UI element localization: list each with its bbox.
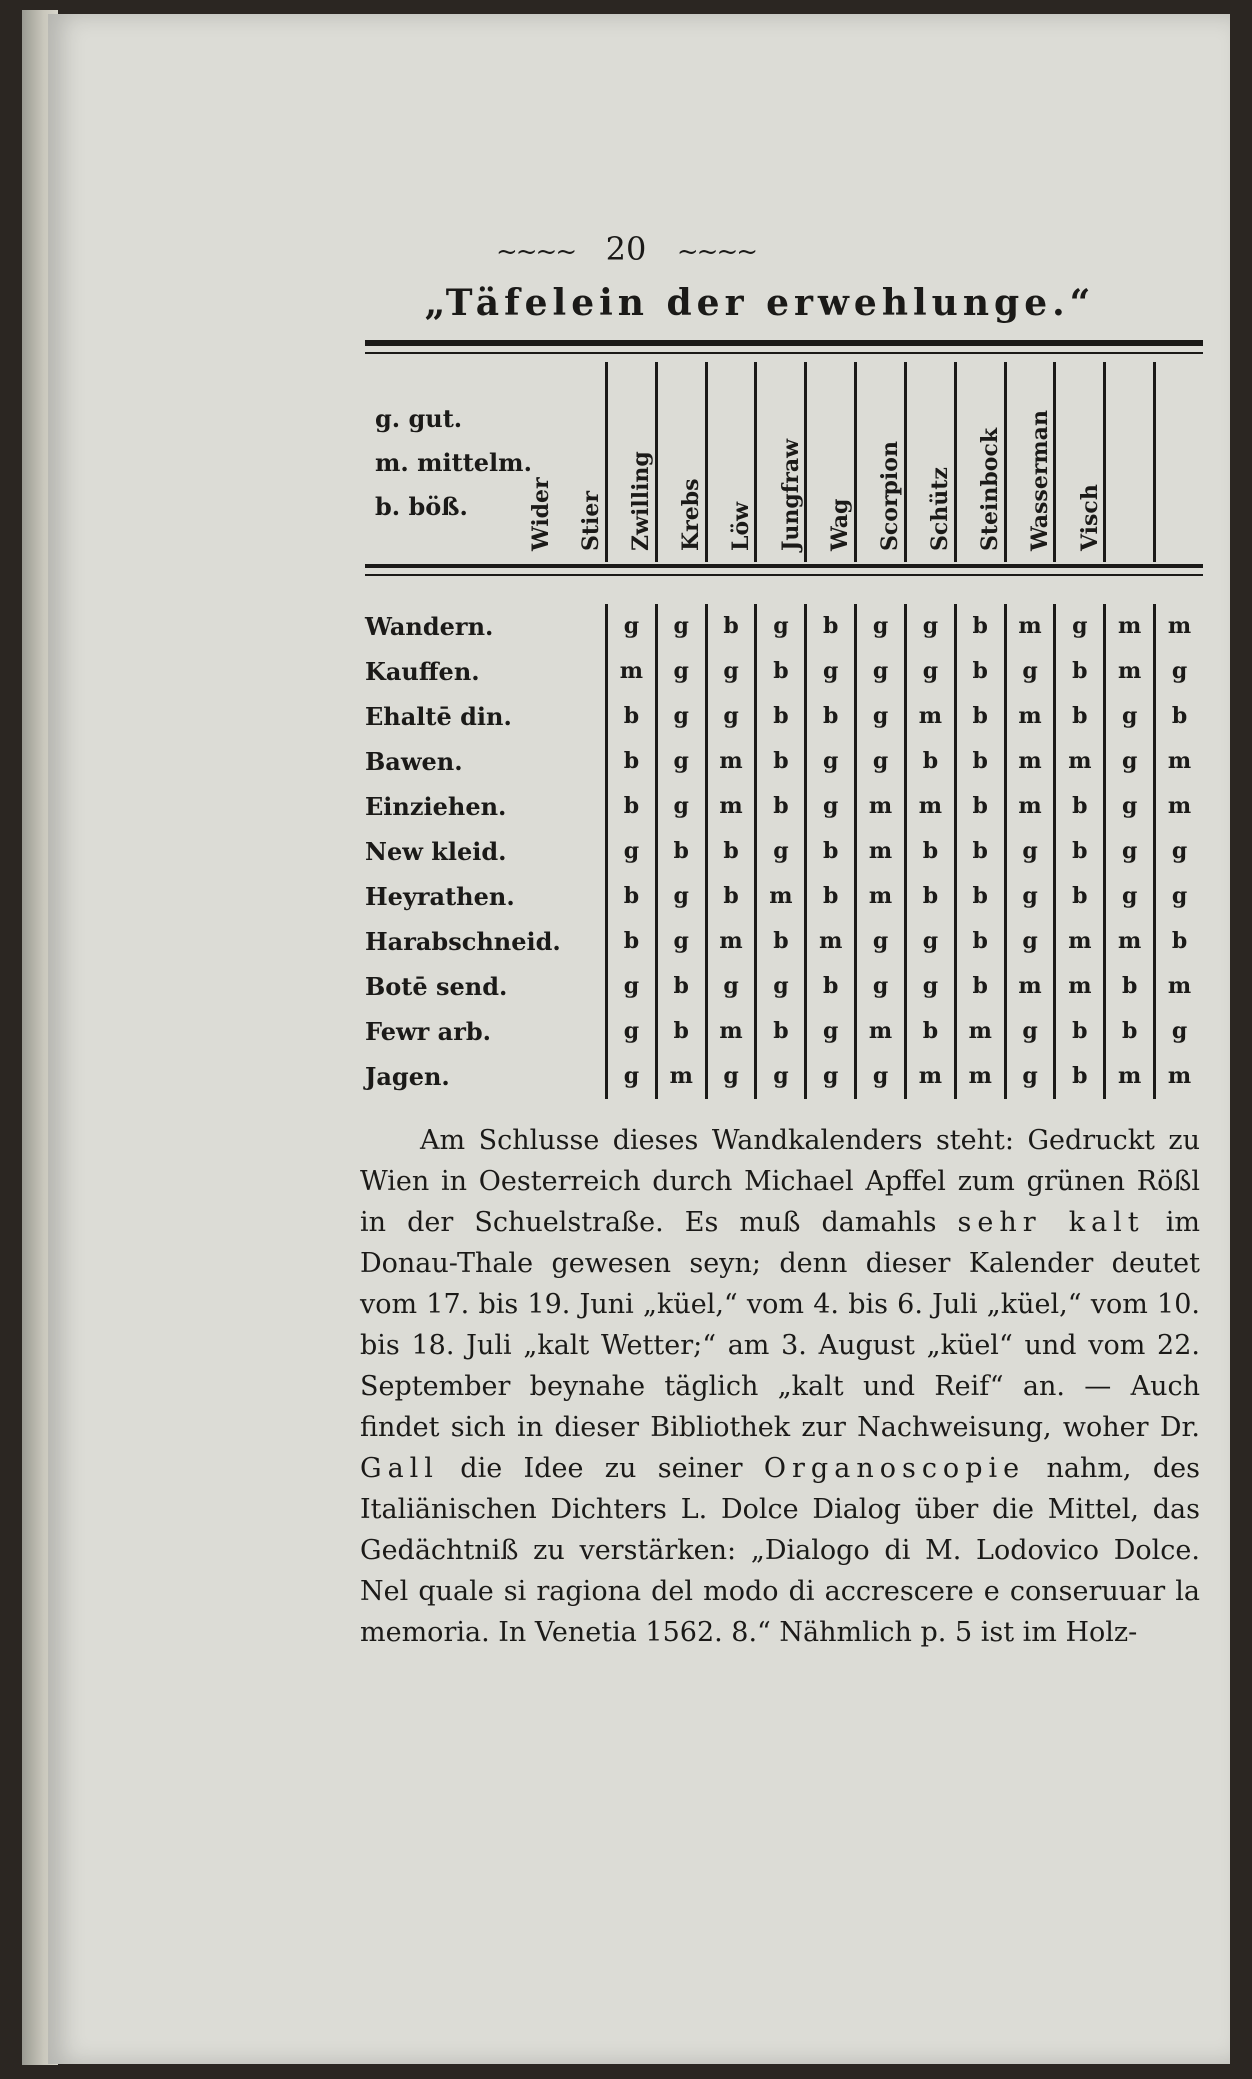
rating-cell: g <box>804 1054 854 1099</box>
rating-cell: g <box>655 739 705 784</box>
zodiac-sign-label: Löw <box>727 501 754 551</box>
rating-cell: g <box>854 1054 904 1099</box>
zodiac-sign-label: Krebs <box>677 478 704 551</box>
rating-cell: b <box>605 874 655 919</box>
rating-cell: g <box>1103 829 1153 874</box>
activity-label: Einziehen. <box>365 792 507 821</box>
table-row <box>365 964 1205 1009</box>
rating-cell: m <box>854 784 904 829</box>
rating-cell: g <box>655 604 705 649</box>
rating-cell: m <box>705 919 755 964</box>
text-run: die Idee zu seiner <box>460 1453 743 1484</box>
running-head <box>0 230 1252 268</box>
rating-cell: b <box>954 829 1004 874</box>
rating-cell: m <box>854 874 904 919</box>
rating-cell: b <box>804 694 854 739</box>
rating-cell: m <box>1053 964 1103 1009</box>
rating-cell: m <box>1053 739 1103 784</box>
rating-cell: b <box>754 649 804 694</box>
rating-cell: g <box>804 784 854 829</box>
activity-label: New kleid. <box>365 837 507 866</box>
rating-cell: b <box>804 604 854 649</box>
rating-cell: b <box>1053 1009 1103 1054</box>
row-cells <box>605 739 1203 784</box>
rating-cell: m <box>605 649 655 694</box>
zodiac-sign-label: Stier <box>578 491 605 551</box>
rating-cell: m <box>1004 604 1054 649</box>
activity-label: Botē send. <box>365 972 508 1001</box>
rating-cell: b <box>1053 694 1103 739</box>
rating-cell: m <box>1004 694 1054 739</box>
rating-cell: g <box>854 694 904 739</box>
page-number: 20 <box>605 230 647 268</box>
rating-cell: b <box>804 874 854 919</box>
rating-cell: m <box>904 1054 954 1099</box>
rating-cell: b <box>605 739 655 784</box>
row-cells <box>605 604 1203 649</box>
row-cells <box>605 874 1203 919</box>
rating-cell: b <box>954 919 1004 964</box>
rating-cell: g <box>904 919 954 964</box>
rating-cell: g <box>1103 694 1153 739</box>
rating-cell: g <box>605 1054 655 1099</box>
zodiac-sign-label: Wag <box>827 498 854 551</box>
row-cells <box>605 919 1203 964</box>
text-emphasis: sehr kalt <box>957 1207 1145 1238</box>
rating-cell: g <box>1004 1054 1054 1099</box>
rating-cell: m <box>1103 604 1153 649</box>
rating-cell: g <box>705 694 755 739</box>
rating-cell: m <box>854 1009 904 1054</box>
rating-cell: g <box>1153 1009 1203 1054</box>
rating-cell: b <box>904 829 954 874</box>
header-rule <box>365 564 1203 568</box>
rating-cell: m <box>1153 604 1203 649</box>
text-run: Am Schlusse dieses Wandkalenders steht: Gedruckt zu Wien in Oesterreich durch Michael Apffel zum grünen Rößl in der Schuelstraße. Es muß damahls <box>360 1125 1200 1238</box>
rating-cell: m <box>804 919 854 964</box>
top-rule-thin <box>365 352 1203 354</box>
rating-cell: m <box>705 1009 755 1054</box>
zodiac-sign-label: Scorpion <box>877 441 904 551</box>
activity-label: Fewr arb. <box>365 1017 491 1046</box>
rating-cell: m <box>1103 649 1153 694</box>
rating-cell: m <box>705 739 755 784</box>
rating-cell: g <box>854 739 904 784</box>
rating-cell: b <box>954 964 1004 1009</box>
zodiac-sign-label: Zwilling <box>628 451 655 551</box>
table-row <box>365 604 1205 649</box>
rating-cell: m <box>954 1009 1004 1054</box>
rating-cell: m <box>904 694 954 739</box>
rating-cell: b <box>1153 919 1203 964</box>
table-row <box>365 919 1205 964</box>
rating-cell: m <box>754 874 804 919</box>
row-cells <box>605 829 1203 874</box>
activity-label: Ehaltē din. <box>365 702 512 731</box>
rating-cell: m <box>854 829 904 874</box>
top-rule <box>365 340 1203 346</box>
table-row <box>365 1009 1205 1054</box>
rating-cell: b <box>904 739 954 784</box>
rating-cell: b <box>904 1009 954 1054</box>
row-cells <box>605 964 1203 1009</box>
rating-cell: g <box>1053 604 1103 649</box>
rating-cell: g <box>1004 829 1054 874</box>
rating-cell: g <box>705 1054 755 1099</box>
rating-cell: g <box>904 604 954 649</box>
rating-cell: b <box>1053 829 1103 874</box>
activity-label: Wandern. <box>365 612 494 641</box>
rating-cell: b <box>605 919 655 964</box>
rating-cell: g <box>854 964 904 1009</box>
rating-cell: g <box>655 784 705 829</box>
rating-cell: g <box>1103 739 1153 784</box>
rating-cell: g <box>804 739 854 784</box>
rating-cell: m <box>1004 964 1054 1009</box>
row-cells <box>605 1054 1203 1099</box>
zodiac-column-header <box>1076 362 1203 562</box>
table-row <box>365 874 1205 919</box>
rating-cell: b <box>754 694 804 739</box>
legend-medium: m. mittelm. <box>375 448 532 477</box>
row-cells <box>605 1009 1203 1054</box>
rating-cell: b <box>804 829 854 874</box>
rating-cell: m <box>954 1054 1004 1099</box>
rating-cell: m <box>1153 784 1203 829</box>
rating-cell: b <box>1153 694 1203 739</box>
rating-cell: g <box>754 829 804 874</box>
rating-cell: m <box>705 784 755 829</box>
table-title: „Täfelein der erwehlunge.“ <box>424 282 1096 324</box>
rating-cell: g <box>1153 874 1203 919</box>
rating-cell: m <box>1004 784 1054 829</box>
rating-cell: g <box>1004 649 1054 694</box>
text-run: nahm, des Italiänischen Dichters L. Dolce Dialog über die Mittel, das Gedächtniß zu verstärken: „Dialogo di M. Lodovico Dolce. Nel quale si ragiona del modo di accrescere e conseruuar la memoria. In Venetia 1562. 8.“ Nähmlich p. 5 ist im Holz- <box>360 1453 1200 1648</box>
rating-cell: g <box>705 649 755 694</box>
rating-cell: g <box>804 649 854 694</box>
row-cells <box>605 694 1203 739</box>
rating-cell: b <box>754 1009 804 1054</box>
row-cells <box>605 649 1203 694</box>
rating-cell: b <box>904 874 954 919</box>
zodiac-sign-label: Wider <box>528 477 555 551</box>
rating-cell: g <box>655 919 705 964</box>
rating-cell: g <box>854 649 904 694</box>
rating-cell: g <box>655 694 705 739</box>
rating-cell: g <box>705 964 755 1009</box>
rating-cell: m <box>904 784 954 829</box>
rating-cell: b <box>655 829 705 874</box>
ornament-left: ~~~~ <box>495 237 576 267</box>
rating-cell: b <box>605 694 655 739</box>
text-emphasis: Gall <box>360 1453 439 1484</box>
rating-cell: g <box>804 1009 854 1054</box>
rating-cell: b <box>1053 649 1103 694</box>
rating-cell: g <box>754 604 804 649</box>
rating-cell: g <box>655 874 705 919</box>
rating-cell: b <box>1103 1009 1153 1054</box>
rating-cell: b <box>754 739 804 784</box>
rating-cell: b <box>954 694 1004 739</box>
rating-cell: m <box>655 1054 705 1099</box>
table-row <box>365 829 1205 874</box>
header-rule-thin <box>365 574 1203 576</box>
rating-cell: b <box>954 604 1004 649</box>
row-cells <box>605 784 1203 829</box>
rating-cell: b <box>954 649 1004 694</box>
activity-label: Kauffen. <box>365 657 480 686</box>
paragraph <box>360 1120 1200 1653</box>
rating-cell: b <box>655 1009 705 1054</box>
ornament-right: ~~~~ <box>676 237 757 267</box>
election-table <box>365 332 1205 1112</box>
legend-bad: b. böß. <box>375 492 468 521</box>
rating-cell: b <box>1053 874 1103 919</box>
rating-cell: g <box>1153 829 1203 874</box>
zodiac-sign-label: Steinbock <box>976 427 1003 551</box>
activity-label: Harabschneid. <box>365 927 561 956</box>
rating-cell: b <box>705 604 755 649</box>
rating-cell: g <box>605 829 655 874</box>
rating-cell: g <box>1103 874 1153 919</box>
rating-cell: g <box>605 604 655 649</box>
rating-cell: m <box>1153 964 1203 1009</box>
rating-cell: g <box>1153 649 1203 694</box>
rating-cell: b <box>954 784 1004 829</box>
rating-cell: g <box>605 1009 655 1054</box>
table-row <box>365 694 1205 739</box>
zodiac-sign-label: Visch <box>1076 484 1103 551</box>
rating-cell: b <box>655 964 705 1009</box>
rating-cell: b <box>804 964 854 1009</box>
rating-cell: m <box>1004 739 1054 784</box>
rating-cell: b <box>754 919 804 964</box>
rating-cell: g <box>754 1054 804 1099</box>
rating-cell: b <box>605 784 655 829</box>
zodiac-sign-label: Wasserman <box>1026 410 1053 551</box>
text-emphasis: Organoscopie <box>763 1453 1026 1484</box>
rating-cell: g <box>605 964 655 1009</box>
rating-cell: b <box>705 874 755 919</box>
table-row <box>365 784 1205 829</box>
rating-cell: m <box>1153 1054 1203 1099</box>
rating-cell: b <box>954 874 1004 919</box>
rating-cell: b <box>754 784 804 829</box>
rating-cell: g <box>1004 919 1054 964</box>
rating-cell: g <box>854 604 904 649</box>
text-run: im Donau-Thale gewesen seyn; denn dieser Kalender deutet vom 17. bis 19. Juni „küel,“ vom 4. bis 6. Juli „küel,“ vom 10. bis 18. Juli „kalt Wetter;“ am 3. August „küel“ und vom 22. September beynahe täglich „kalt und Reif“ an. — Auch findet sich in dieser Bibliothek zur Nachweisung, woher Dr. <box>360 1207 1200 1443</box>
table-body <box>365 604 1205 1099</box>
rating-cell: m <box>1103 1054 1153 1099</box>
rating-cell: g <box>904 649 954 694</box>
rating-cell: b <box>954 739 1004 784</box>
rating-cell: m <box>1153 739 1203 784</box>
activity-label: Bawen. <box>365 747 463 776</box>
rating-cell: g <box>854 919 904 964</box>
table-row <box>365 649 1205 694</box>
rating-cell: b <box>1103 964 1153 1009</box>
zodiac-sign-label: Jungfraw <box>777 438 804 551</box>
rating-cell: g <box>754 964 804 1009</box>
rating-cell: g <box>904 964 954 1009</box>
rating-cell: m <box>1053 919 1103 964</box>
rating-cell: m <box>1103 919 1153 964</box>
rating-cell: b <box>1053 784 1103 829</box>
legend-good: g. gut. <box>375 404 463 433</box>
rating-cell: g <box>655 649 705 694</box>
rating-cell: b <box>705 829 755 874</box>
table-row <box>365 1054 1205 1099</box>
rating-cell: b <box>1053 1054 1103 1099</box>
body-text <box>360 1120 1200 1653</box>
rating-cell: g <box>1004 1009 1054 1054</box>
table-row <box>365 739 1205 784</box>
rating-cell: g <box>1004 874 1054 919</box>
zodiac-sign-label: Schütz <box>927 467 954 551</box>
activity-label: Heyrathen. <box>365 882 515 911</box>
rating-cell: g <box>1103 784 1153 829</box>
activity-label: Jagen. <box>365 1062 450 1091</box>
zodiac-header <box>528 362 1203 562</box>
